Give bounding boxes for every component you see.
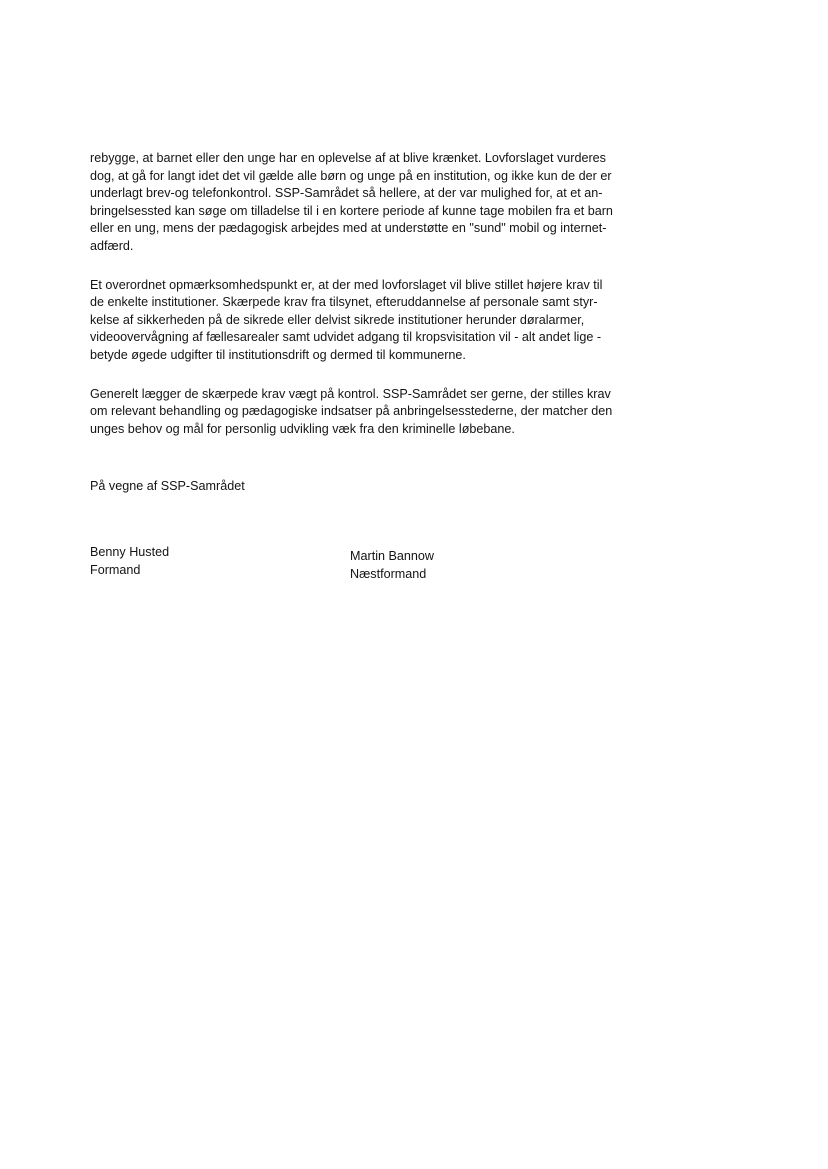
text-line: om relevant behandling og pædagogiske indsatser på anbringelsesstederne, der matcher den <box>90 404 613 419</box>
text-line: kelse af sikkerheden på de sikrede eller delvist sikrede institutioner herunder døralarmer, <box>90 312 585 327</box>
text-line: unges behov og mål for personlig udvikling væk fra den kriminelle løbebane. <box>90 421 515 436</box>
text-line: videoovervågning af fællesarealer samt udvidet adgang til kropsvisitation vil - alt andet lige - <box>90 330 602 345</box>
text-line: underlagt brev-og telefonkontrol. SSP-Samrådet så hellere, at der var mulighed for, at et an- <box>90 186 603 201</box>
text-line: Generelt lægger de skærpede krav vægt på kontrol. SSP-Samrådet ser gerne, der stilles krav <box>90 386 611 401</box>
closing-line: På vegne af SSP-Samrådet <box>90 479 245 494</box>
paragraph-1 <box>90 150 650 256</box>
signatory-title: Næstformand <box>350 566 427 581</box>
signatory-title: Formand <box>90 562 141 577</box>
text-line: eller en ung, mens der pædagogisk arbejdes med at understøtte en "sund" mobil og internet- <box>90 221 607 236</box>
text-line: adfærd. <box>90 238 134 253</box>
text-line: rebygge, at barnet eller den unge har en oplevelse af at blive krænket. Lovforslaget vurderes <box>90 151 606 165</box>
signature-block <box>90 544 650 584</box>
text-line: Et overordnet opmærksomhedspunkt er, at der med lovforslaget vil blive stillet højere krav til <box>90 277 603 292</box>
signatory-chair <box>90 544 169 579</box>
text-line: de enkelte institutioner. Skærpede krav fra tilsynet, efteruddannelse af personale samt styr- <box>90 295 598 310</box>
letter-body <box>90 150 650 584</box>
text-line: betyde øgede udgifter til institutionsdrift og dermed til kommunerne. <box>90 347 466 362</box>
paragraph-2 <box>90 277 650 365</box>
signatory-name: Benny Husted <box>90 544 170 559</box>
text-line: bringelsessted kan søge om tilladelse til i en kortere periode af kunne tage mobilen fra et barn <box>90 203 613 218</box>
paragraph-3 <box>90 386 650 439</box>
text-line: dog, at gå for langt idet det vil gælde alle børn og unge på en institution, og ikke kun de der er <box>90 168 612 183</box>
signatory-vice-chair <box>350 548 434 583</box>
signatory-name: Martin Bannow <box>350 548 434 563</box>
